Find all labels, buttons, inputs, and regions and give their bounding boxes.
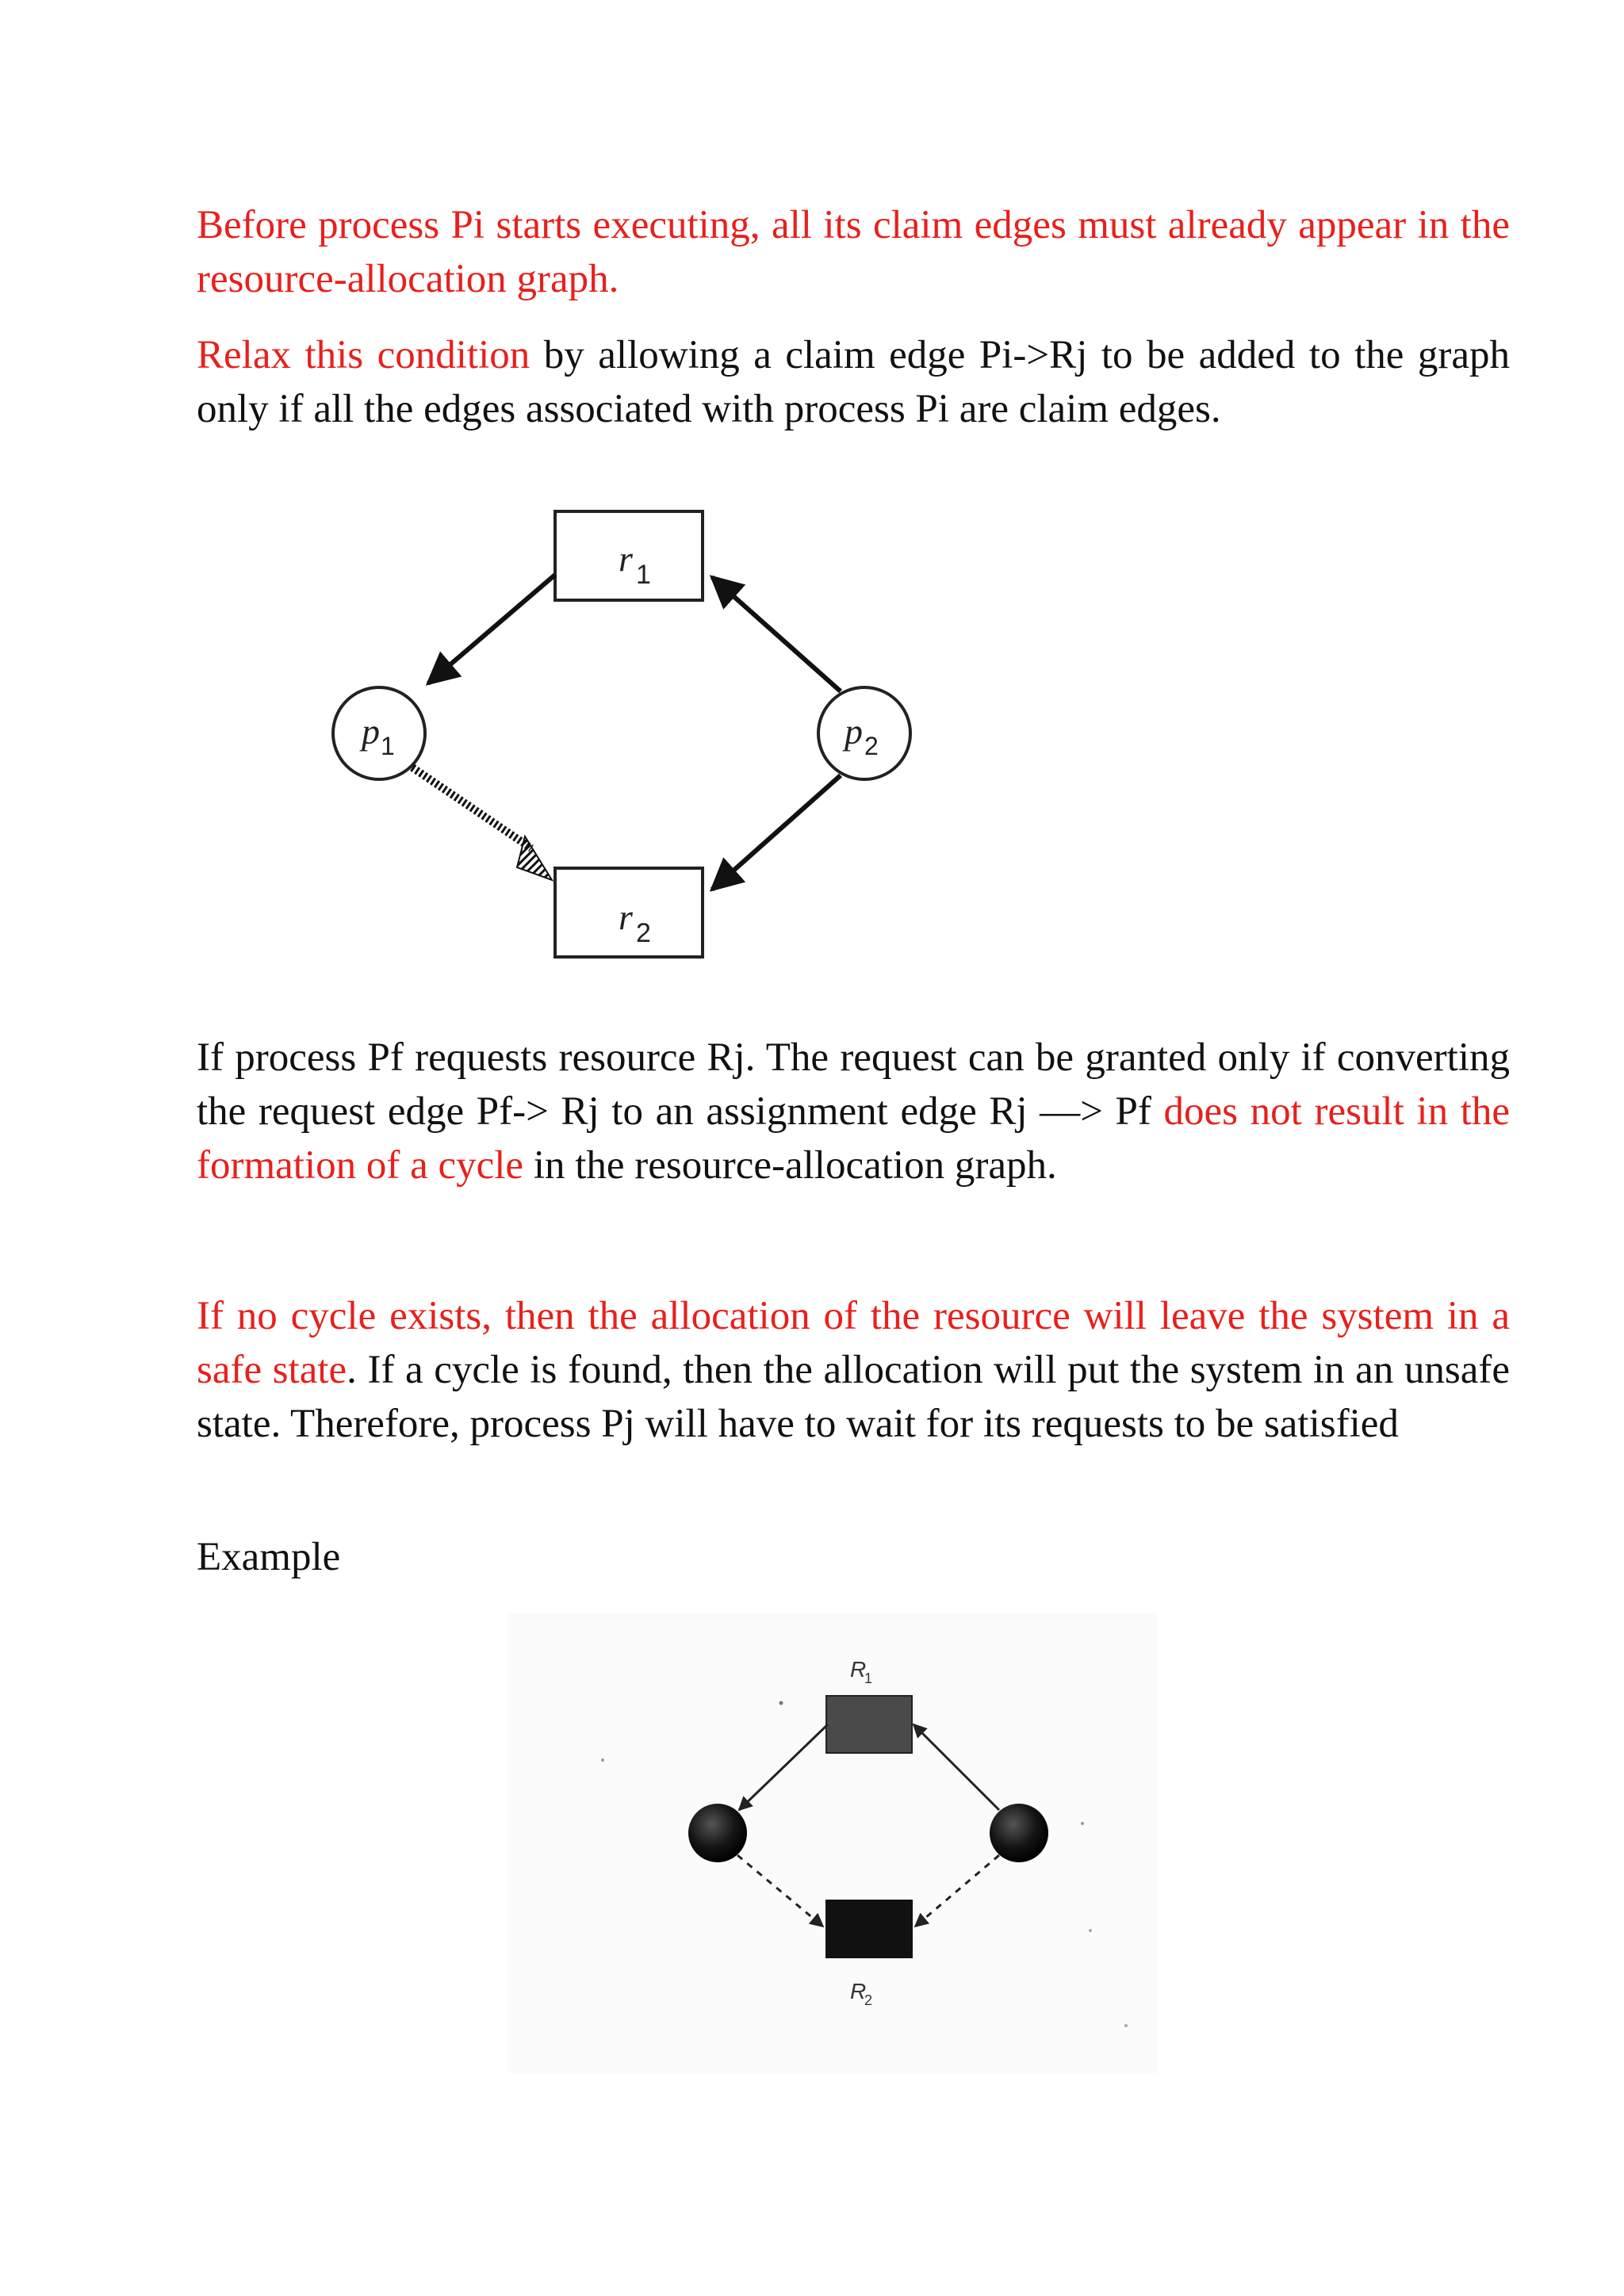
- request-edge-p2-r2: [712, 775, 841, 890]
- example-graph: [508, 1613, 1158, 2073]
- example-heading: Example: [197, 1535, 341, 1579]
- claim-edges-statement: Before process Pi starts executing, all its claim edges must already appear in the resource-allocation graph.: [197, 203, 1510, 301]
- safe-state-phrase: If no cycle exists, then the allocation of the resource will leave the system in a safe state: [197, 1294, 1510, 1392]
- paragraph-claim-edges: [197, 198, 1510, 306]
- scan-speck: [1124, 2024, 1128, 2027]
- no-cycle-phrase: does not result in the formation of a cycle: [197, 1089, 1510, 1188]
- scan-speck: [601, 1758, 604, 1762]
- scan-speck: [1089, 1929, 1092, 1932]
- claim-edge-P1-R2: [737, 1855, 823, 1927]
- paragraph-safe-state: [197, 1289, 1510, 1451]
- process-P2-node: [990, 1804, 1048, 1862]
- process-p2-label: p: [845, 711, 863, 752]
- resource-allocation-graph: [293, 476, 991, 999]
- paragraph-request-granted: [197, 1031, 1510, 1192]
- resource-R2-subscript: 2: [864, 1992, 873, 2008]
- process-p1-label: p: [362, 711, 380, 752]
- resource-r1-label: r: [619, 538, 633, 579]
- resource-R1-subscript: 1: [864, 1670, 873, 1686]
- resource-allocation-graph-figure: [293, 476, 991, 999]
- process-p1-subscript: 1: [381, 732, 395, 760]
- resource-R2-box: [826, 1900, 912, 1957]
- paragraph-relax-condition: [197, 328, 1510, 436]
- assignment-edge-R1-P1: [739, 1724, 828, 1810]
- claim-edge-P2-R2: [915, 1855, 999, 1927]
- process-p2-subscript: 2: [864, 732, 879, 760]
- request-granted-end: in the resource-allocation graph.: [523, 1143, 1057, 1188]
- scan-speck: [1081, 1822, 1084, 1825]
- paragraph-example: [197, 1530, 1510, 1584]
- request-edge-P2-R1: [914, 1724, 999, 1810]
- request-edge-p2-r1: [712, 577, 841, 691]
- scan-speck: [779, 1701, 783, 1705]
- unsafe-state-text: . If a cycle is found, then the allocation will put the system in an unsafe state. Therefore, process Pj will have to wait for its requests to be satisfied: [197, 1348, 1510, 1446]
- resource-r2-subscript: 2: [636, 918, 651, 948]
- relax-condition-phrase: Relax this condition: [197, 333, 530, 377]
- resource-R1-box: [826, 1696, 912, 1753]
- resource-r2-label: r: [619, 897, 633, 937]
- assignment-edge-r1-p1: [428, 575, 555, 683]
- relax-condition-text: by allowing a claim edge Pi->Rj to be added to the graph only if all the edges associated with process Pi are claim edges.: [197, 333, 1510, 431]
- resource-R2-label: R: [850, 1979, 867, 2003]
- resource-R1-label: R: [850, 1657, 867, 1682]
- process-P1-node: [688, 1804, 747, 1862]
- claim-edge-p1-r2: [412, 767, 531, 848]
- request-granted-text: If process Pf requests resource Rj. The request can be granted only if converting the request edge Pf-> Rj to an assignment edge Rj —> Pf: [197, 1035, 1510, 1134]
- example-graph-figure: [508, 1613, 1158, 2073]
- resource-r1-subscript: 1: [636, 560, 651, 590]
